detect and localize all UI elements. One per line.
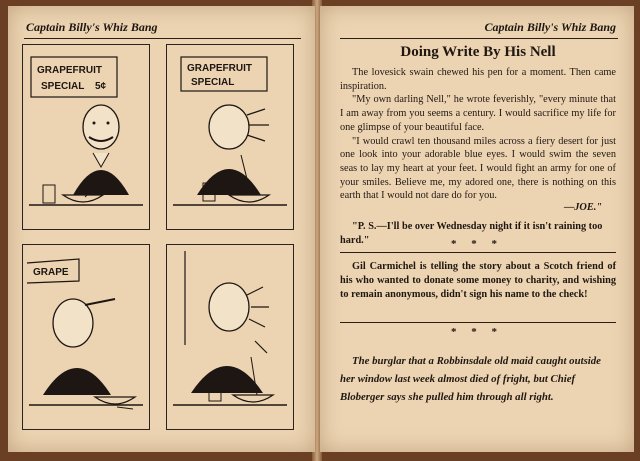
sign-text: SPECIAL bbox=[41, 81, 85, 92]
sign-text: 5¢ bbox=[95, 81, 107, 92]
divider bbox=[340, 322, 616, 323]
comic-illustration bbox=[167, 245, 293, 429]
article-title: Doing Write By His Nell bbox=[400, 44, 556, 60]
comic-illustration bbox=[23, 245, 149, 429]
sign-text: GRAPEFRUIT bbox=[187, 63, 252, 74]
postscript: "P. S.—I'll be over Wednesday night if it isn't raining too hard." bbox=[340, 221, 603, 246]
comic-panel-2 bbox=[166, 44, 294, 230]
gil-carmichel-joke: Gil Carmichel is telling the story about a Scotch friend of his who wanted to donate some money to charity, and wishing to remain anonymous, didn't sign his name to the check! bbox=[340, 261, 616, 300]
separator-stars: * * * bbox=[451, 238, 503, 250]
divider bbox=[340, 252, 616, 253]
sign-text: GRAPE bbox=[33, 267, 69, 278]
comic-panel-4 bbox=[166, 244, 294, 430]
sign-text: SPECIAL bbox=[191, 77, 235, 88]
sign-text: GRAPEFRUIT bbox=[37, 65, 102, 76]
story-text bbox=[340, 66, 616, 203]
right-page bbox=[320, 6, 634, 452]
header-rule bbox=[340, 38, 618, 39]
comic-panel-1 bbox=[22, 44, 150, 230]
running-head: Captain Billy's Whiz Bang bbox=[484, 20, 616, 34]
header-rule bbox=[24, 38, 301, 39]
separator-stars: * * * bbox=[451, 326, 503, 338]
left-page bbox=[8, 6, 315, 452]
comic-illustration bbox=[23, 45, 149, 229]
story-paragraph: "My own darling Nell," he wrote feverishly, "every minute that I am away from you seems a century. I would sacrifice my life for one glimpse of your beautiful face. bbox=[340, 94, 616, 133]
running-head: Captain Billy's Whiz Bang bbox=[26, 20, 158, 34]
story-paragraph: The lovesick swain chewed his pen for a moment. Then came inspiration. bbox=[340, 67, 616, 92]
comic-illustration bbox=[167, 45, 293, 229]
burglar-joke: The burglar that a Robbinsdale old maid caught outside her window last week almost died of fright, but Chief Bloberger says she pulled him through all right. bbox=[340, 355, 601, 403]
signature: —JOE." bbox=[563, 202, 602, 213]
comic-panel-3 bbox=[22, 244, 150, 430]
story-paragraph: "I would crawl ten thousand miles across a fiery desert for just one look into your adorable blue eyes. I would swim the seven seas to lay my heart at your feet. I would fight an army for one of your smiles. Believe me, my adored one, there is nothing on this earth that I would not dare do for you. bbox=[340, 135, 616, 202]
